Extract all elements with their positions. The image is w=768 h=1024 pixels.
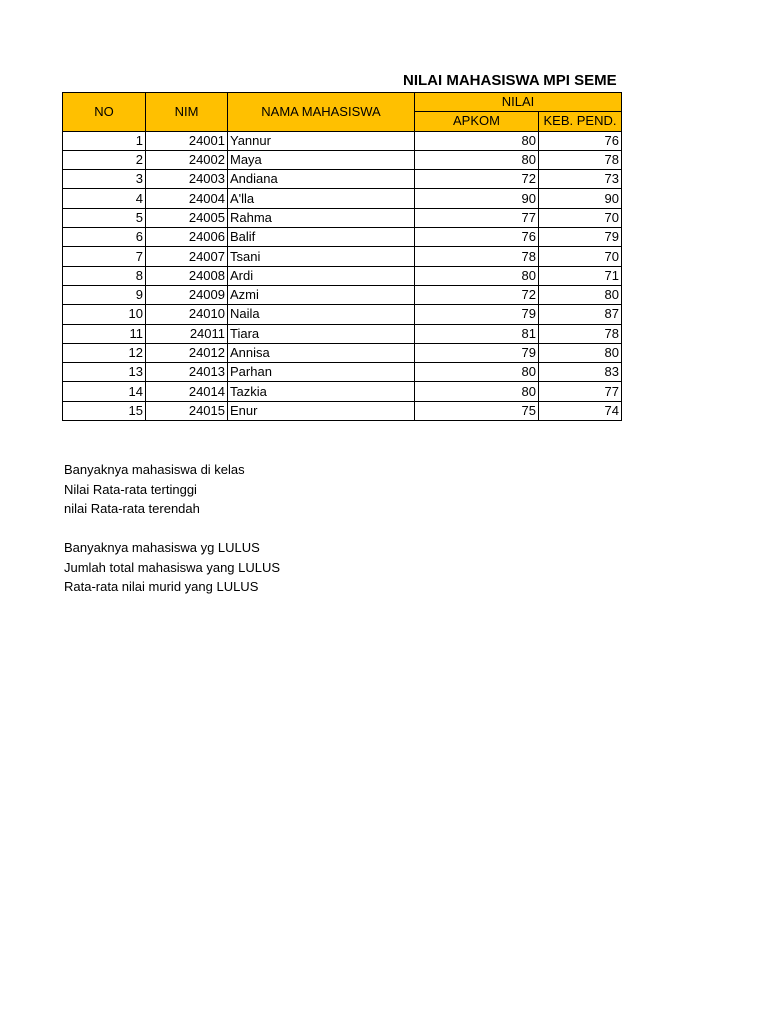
cell-no: 4 <box>63 189 146 208</box>
cell-apkom: 79 <box>415 305 539 324</box>
header-apkom: APKOM <box>415 112 539 131</box>
table-row <box>63 170 622 189</box>
summary-label-passed-count: Banyaknya mahasiswa yg LULUS <box>64 540 260 555</box>
header-no: NO <box>63 93 146 132</box>
cell-nama: Yannur <box>228 131 415 150</box>
cell-keb-pend: 87 <box>539 305 622 324</box>
cell-nama: Rahma <box>228 208 415 227</box>
cell-keb-pend: 80 <box>539 343 622 362</box>
cell-nama: A'lla <box>228 189 415 208</box>
summary-spacer <box>64 519 280 539</box>
cell-apkom: 77 <box>415 208 539 227</box>
cell-no: 12 <box>63 343 146 362</box>
table-row <box>63 363 622 382</box>
cell-apkom: 80 <box>415 363 539 382</box>
cell-no: 13 <box>63 363 146 382</box>
grades-table-body <box>63 131 622 420</box>
cell-apkom: 78 <box>415 247 539 266</box>
table-row <box>63 150 622 169</box>
table-row <box>63 285 622 304</box>
cell-no: 7 <box>63 247 146 266</box>
cell-apkom: 81 <box>415 324 539 343</box>
cell-nim: 24013 <box>146 363 228 382</box>
cell-no: 9 <box>63 285 146 304</box>
page-title: NILAI MAHASISWA MPI SEME <box>403 72 617 89</box>
cell-keb-pend: 78 <box>539 324 622 343</box>
cell-nama: Maya <box>228 150 415 169</box>
cell-nim: 24006 <box>146 228 228 247</box>
cell-nim: 24007 <box>146 247 228 266</box>
cell-keb-pend: 90 <box>539 189 622 208</box>
header-nama-mahasiswa: NAMA MAHASISWA <box>228 93 415 132</box>
cell-keb-pend: 70 <box>539 208 622 227</box>
header-keb-pend: KEB. PEND. <box>539 112 622 131</box>
cell-keb-pend: 76 <box>539 131 622 150</box>
cell-nim: 24012 <box>146 343 228 362</box>
cell-keb-pend: 77 <box>539 382 622 401</box>
cell-nama: Tiara <box>228 324 415 343</box>
table-row <box>63 305 622 324</box>
cell-no: 3 <box>63 170 146 189</box>
cell-apkom: 90 <box>415 189 539 208</box>
cell-keb-pend: 71 <box>539 266 622 285</box>
table-row <box>63 131 622 150</box>
cell-keb-pend: 74 <box>539 401 622 420</box>
cell-keb-pend: 80 <box>539 285 622 304</box>
cell-nama: Azmi <box>228 285 415 304</box>
cell-nim: 24003 <box>146 170 228 189</box>
table-row <box>63 228 622 247</box>
cell-apkom: 76 <box>415 228 539 247</box>
cell-nama: Balif <box>228 228 415 247</box>
cell-nim: 24005 <box>146 208 228 227</box>
cell-apkom: 79 <box>415 343 539 362</box>
summary-label-highest-average: Nilai Rata-rata tertinggi <box>64 481 197 497</box>
cell-nim: 24015 <box>146 401 228 420</box>
cell-no: 11 <box>63 324 146 343</box>
table-row <box>63 266 622 285</box>
cell-keb-pend: 79 <box>539 228 622 247</box>
summary-labels <box>64 460 280 597</box>
cell-nama: Parhan <box>228 363 415 382</box>
table-row <box>63 343 622 362</box>
table-row <box>63 382 622 401</box>
cell-nama: Ardi <box>228 266 415 285</box>
cell-apkom: 72 <box>415 170 539 189</box>
summary-label-passed-average: Rata-rata nilai murid yang LULUS <box>64 579 259 594</box>
cell-no: 10 <box>63 305 146 324</box>
cell-no: 15 <box>63 401 146 420</box>
cell-no: 14 <box>63 382 146 401</box>
table-row <box>63 401 622 420</box>
table-row <box>63 189 622 208</box>
cell-keb-pend: 83 <box>539 363 622 382</box>
cell-no: 2 <box>63 150 146 169</box>
cell-nama: Annisa <box>228 343 415 362</box>
cell-nim: 24002 <box>146 150 228 169</box>
table-row <box>63 208 622 227</box>
summary-label-lowest-average: nilai Rata-rata terendah <box>64 501 200 516</box>
cell-no: 5 <box>63 208 146 227</box>
cell-keb-pend: 70 <box>539 247 622 266</box>
table-row <box>63 324 622 343</box>
cell-nim: 24004 <box>146 189 228 208</box>
table-row <box>63 247 622 266</box>
cell-nim: 24001 <box>146 131 228 150</box>
cell-no: 6 <box>63 228 146 247</box>
cell-keb-pend: 73 <box>539 170 622 189</box>
cell-apkom: 72 <box>415 285 539 304</box>
cell-nama: Enur <box>228 401 415 420</box>
cell-nim: 24008 <box>146 266 228 285</box>
cell-apkom: 80 <box>415 131 539 150</box>
cell-nama: Naila <box>228 305 415 324</box>
header-nilai: NILAI <box>415 93 622 112</box>
cell-apkom: 80 <box>415 150 539 169</box>
cell-nim: 24010 <box>146 305 228 324</box>
cell-no: 8 <box>63 266 146 285</box>
cell-nim: 24014 <box>146 382 228 401</box>
cell-nama: Andiana <box>228 170 415 189</box>
cell-keb-pend: 78 <box>539 150 622 169</box>
cell-apkom: 80 <box>415 266 539 285</box>
cell-apkom: 80 <box>415 382 539 401</box>
cell-nama: Tsani <box>228 247 415 266</box>
grades-table <box>62 92 622 421</box>
cell-no: 1 <box>63 131 146 150</box>
cell-nim: 24009 <box>146 285 228 304</box>
summary-label-passed-total: Jumlah total mahasiswa yang LULUS <box>64 559 281 575</box>
summary-label-class-count: Banyaknya mahasiswa di kelas <box>64 462 245 477</box>
cell-nim: 24011 <box>146 324 228 343</box>
header-nim: NIM <box>146 93 228 132</box>
cell-apkom: 75 <box>415 401 539 420</box>
cell-nama: Tazkia <box>228 382 415 401</box>
